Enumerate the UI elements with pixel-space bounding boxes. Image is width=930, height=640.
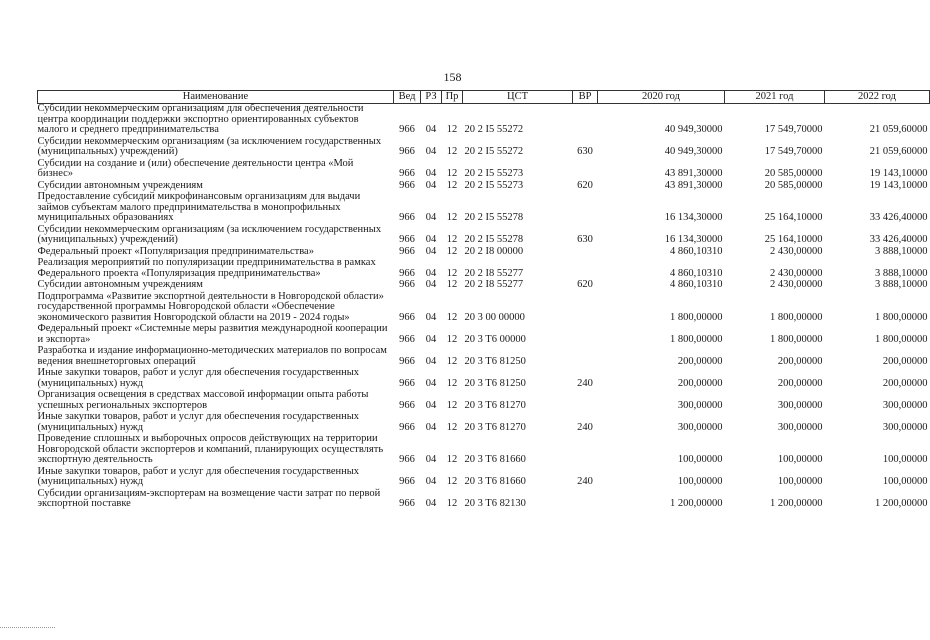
cell-cst: 20 2 I8 55277 <box>464 267 524 279</box>
table-row <box>38 346 930 368</box>
cell-y2022: 1 800,00000 <box>875 311 928 323</box>
cell-pr: 12 <box>446 146 458 157</box>
cell-rz: 04 <box>425 234 437 245</box>
cell-vr: 240 <box>577 377 593 389</box>
cell-name: Разработка и издание информационно-методических материалов по вопросам ведения внешнеторговых операций <box>37 345 387 367</box>
cell-rz: 04 <box>425 476 437 487</box>
cell-rz: 04 <box>425 454 437 465</box>
table-row <box>38 225 930 247</box>
cell-name: Реализация мероприятий по популяризации предпринимательства в рамках Федерального проекта «Популяризация предпринимательства» <box>37 257 376 279</box>
cell-rz: 04 <box>425 498 437 509</box>
table-row <box>38 412 930 434</box>
table-row <box>38 368 930 390</box>
header-cst: ЦСТ <box>463 91 573 104</box>
cell-pr: 12 <box>446 333 458 345</box>
cell-ved: 966 <box>399 279 415 290</box>
cell-y2022: 200,00000 <box>882 377 928 389</box>
cell-y2021: 25 164,10000 <box>764 234 823 245</box>
cell-y2021: 300,00000 <box>777 399 823 411</box>
cell-name: Субсидии некоммерческим организациям (за исключением государственных (муниципальных) учреждений) <box>37 135 382 157</box>
cell-y2022: 200,00000 <box>882 355 928 367</box>
cell-cst: 20 3 00 00000 <box>464 311 525 323</box>
cell-rz: 04 <box>425 333 437 345</box>
cell-y2021: 1 200,00000 <box>770 498 823 509</box>
cell-ved: 966 <box>399 454 415 465</box>
cell-cst: 20 2 I5 55272 <box>464 146 524 157</box>
cell-y2022: 33 426,40000 <box>869 212 928 223</box>
table-row <box>38 159 930 181</box>
cell-y2020: 1 800,00000 <box>670 311 723 323</box>
cell-y2020: 200,00000 <box>677 355 723 367</box>
header-2020: 2020 год <box>598 91 725 104</box>
cell-rz: 04 <box>425 124 437 135</box>
cell-y2020: 1 200,00000 <box>670 498 723 509</box>
cell-ved: 966 <box>399 212 415 223</box>
cell-y2020: 16 134,30000 <box>664 212 723 223</box>
cell-rz: 04 <box>425 168 437 179</box>
cell-rz: 04 <box>425 146 437 157</box>
cell-vr: 620 <box>577 279 593 290</box>
cell-rz: 04 <box>425 267 437 279</box>
cell-y2022: 3 888,10000 <box>875 245 928 257</box>
cell-y2020: 43 891,30000 <box>664 179 723 191</box>
cell-y2021: 20 585,00000 <box>764 179 823 191</box>
cell-ved: 966 <box>399 498 415 509</box>
cell-vr: 620 <box>577 179 593 191</box>
cell-y2020: 4 860,10310 <box>670 267 723 279</box>
cell-vr <box>573 159 598 181</box>
budget-table <box>37 90 930 511</box>
cell-y2021: 300,00000 <box>777 421 823 433</box>
cell-y2021: 2 430,00000 <box>770 245 823 257</box>
cell-y2022: 100,00000 <box>882 476 928 487</box>
cell-pr: 12 <box>446 421 458 433</box>
cell-name: Иные закупки товаров, работ и услуг для обеспечения государственных (муниципальных) нужд <box>37 411 360 433</box>
cell-name: Федеральный проект «Популяризация предпринимательства» <box>37 245 314 257</box>
cell-name: Субсидии на создание и (или) обеспечение деятельности центра «Мой бизнес» <box>37 157 354 179</box>
cell-y2020: 43 891,30000 <box>664 168 723 179</box>
cell-y2020: 16 134,30000 <box>664 234 723 245</box>
table-row <box>38 292 930 325</box>
cell-vr <box>573 324 598 346</box>
cell-y2020: 4 860,10310 <box>670 245 723 257</box>
table-row <box>38 467 930 489</box>
cell-y2020: 100,00000 <box>677 454 723 465</box>
cell-vr: 240 <box>577 476 593 487</box>
cell-cst: 20 3 T6 81660 <box>464 454 526 465</box>
cell-ved: 966 <box>399 399 415 411</box>
cell-ved: 966 <box>399 245 415 257</box>
cell-ved: 966 <box>399 124 415 135</box>
cell-y2022: 3 888,10000 <box>875 279 928 290</box>
cell-vr <box>573 434 598 467</box>
cell-name: Федеральный проект «Системные меры развития международной кооперации и экспорта» <box>37 323 388 345</box>
cell-y2022: 19 143,10000 <box>869 168 928 179</box>
cell-cst: 20 2 I5 55273 <box>464 168 524 179</box>
cell-cst: 20 2 I8 55277 <box>464 279 524 290</box>
cell-pr: 12 <box>446 279 458 290</box>
cell-rz: 04 <box>425 179 437 191</box>
cell-pr: 12 <box>446 498 458 509</box>
cell-cst: 20 2 I5 55273 <box>464 179 524 191</box>
header-rz: РЗ <box>421 91 442 104</box>
cell-name: Проведение сплошных и выборочных опросов действующих на территории Новгородской области экспортеров и компаний, планирующих осуществлять экспортную деятельность <box>37 433 384 465</box>
cell-pr: 12 <box>446 168 458 179</box>
table-row <box>38 137 930 159</box>
cell-rz: 04 <box>425 421 437 433</box>
cell-ved: 966 <box>399 311 415 323</box>
cell-ved: 966 <box>399 377 415 389</box>
table-row <box>38 434 930 467</box>
cell-ved: 966 <box>399 355 415 367</box>
cell-pr: 12 <box>446 124 458 135</box>
cell-vr <box>573 247 598 259</box>
cell-ved: 966 <box>399 146 415 157</box>
cell-pr: 12 <box>446 212 458 223</box>
cell-rz: 04 <box>425 311 437 323</box>
cell-rz: 04 <box>425 212 437 223</box>
cell-y2022: 21 059,60000 <box>869 146 928 157</box>
cell-pr: 12 <box>446 311 458 323</box>
cell-pr: 12 <box>446 245 458 257</box>
header-vr: ВР <box>573 91 598 104</box>
cell-rz: 04 <box>425 377 437 389</box>
cell-vr <box>573 104 598 137</box>
cell-name: Субсидии организациям-экспортерам на возмещение части затрат по первой экспортной поставке <box>37 487 381 509</box>
cell-ved: 966 <box>399 267 415 279</box>
cell-cst: 20 2 I5 55272 <box>464 124 524 135</box>
cell-pr: 12 <box>446 454 458 465</box>
cell-y2020: 40 949,30000 <box>664 146 723 157</box>
cell-name: Субсидии некоммерческим организациям для обеспечения деятельности центра координации поддержки экспортно ориентированных субъектов малого и среднего предпринимательства <box>37 103 364 135</box>
cell-y2021: 2 430,00000 <box>770 279 823 290</box>
cell-pr: 12 <box>446 377 458 389</box>
page-number: 158 <box>443 70 462 84</box>
cell-rz: 04 <box>425 245 437 257</box>
table-row <box>38 258 930 280</box>
cell-y2020: 100,00000 <box>677 476 723 487</box>
cell-cst: 20 3 T6 82130 <box>464 498 526 509</box>
cell-name: Субсидии автономным учреждениям <box>37 179 203 191</box>
cell-y2022: 100,00000 <box>882 454 928 465</box>
cell-vr: 630 <box>577 146 593 157</box>
cell-y2022: 21 059,60000 <box>869 124 928 135</box>
cell-vr <box>573 192 598 225</box>
header-pr: Пр <box>442 91 463 104</box>
cell-name: Иные закупки товаров, работ и услуг для обеспечения государственных (муниципальных) нужд <box>37 367 360 389</box>
table-body <box>38 104 930 511</box>
cell-name: Организация освещения в средствах массовой информации опыта работы успешных региональных экспортеров <box>37 389 369 411</box>
cell-vr <box>573 346 598 368</box>
cell-pr: 12 <box>446 476 458 487</box>
table-row <box>38 324 930 346</box>
cell-pr: 12 <box>446 179 458 191</box>
footer-divider <box>0 627 55 628</box>
cell-y2021: 100,00000 <box>777 476 823 487</box>
cell-pr: 12 <box>446 399 458 411</box>
cell-y2022: 3 888,10000 <box>875 267 928 279</box>
cell-y2020: 300,00000 <box>677 399 723 411</box>
table-row <box>38 390 930 412</box>
cell-cst: 20 3 T6 81270 <box>464 421 526 433</box>
cell-pr: 12 <box>446 355 458 367</box>
cell-y2022: 300,00000 <box>882 399 928 411</box>
cell-rz: 04 <box>425 279 437 290</box>
cell-y2021: 1 800,00000 <box>770 333 823 345</box>
cell-cst: 20 3 T6 81250 <box>464 355 526 367</box>
table-row <box>38 489 930 511</box>
header-2022: 2022 год <box>825 91 930 104</box>
cell-pr: 12 <box>446 267 458 279</box>
cell-y2022: 33 426,40000 <box>869 234 928 245</box>
cell-ved: 966 <box>399 333 415 345</box>
cell-y2021: 25 164,10000 <box>764 212 823 223</box>
cell-y2022: 1 200,00000 <box>875 498 928 509</box>
cell-y2021: 20 585,00000 <box>764 168 823 179</box>
cell-ved: 966 <box>399 421 415 433</box>
cell-y2020: 1 800,00000 <box>670 333 723 345</box>
cell-y2020: 4 860,10310 <box>670 279 723 290</box>
cell-vr <box>573 390 598 412</box>
cell-name: Субсидии автономным учреждениям <box>37 279 203 290</box>
cell-y2020: 300,00000 <box>677 421 723 433</box>
cell-vr <box>573 258 598 280</box>
cell-y2021: 100,00000 <box>777 454 823 465</box>
cell-y2022: 300,00000 <box>882 421 928 433</box>
table-header-row <box>38 91 930 104</box>
cell-cst: 20 3 T6 81270 <box>464 399 526 411</box>
cell-y2021: 200,00000 <box>777 377 823 389</box>
cell-ved: 966 <box>399 179 415 191</box>
cell-y2021: 2 430,00000 <box>770 267 823 279</box>
table-row <box>38 280 930 292</box>
cell-y2020: 200,00000 <box>677 377 723 389</box>
table-row <box>38 104 930 137</box>
header-name: Наименование <box>38 91 394 104</box>
cell-name: Подпрограмма «Развитие экспортной деятельности в Новгородской области» государственной программы Новгородской области «Обеспечение экономического развития Новгородской области на 2019 - 2024 годы» <box>37 290 384 323</box>
cell-ved: 966 <box>399 234 415 245</box>
cell-y2021: 17 549,70000 <box>764 146 823 157</box>
cell-ved: 966 <box>399 168 415 179</box>
cell-vr: 240 <box>577 421 593 433</box>
header-ved: Вед <box>394 91 421 104</box>
cell-pr: 12 <box>446 234 458 245</box>
cell-rz: 04 <box>425 355 437 367</box>
cell-y2021: 200,00000 <box>777 355 823 367</box>
cell-cst: 20 2 I5 55278 <box>464 212 524 223</box>
cell-y2021: 17 549,70000 <box>764 124 823 135</box>
cell-cst: 20 3 T6 00000 <box>464 333 526 345</box>
cell-name: Субсидии некоммерческим организациям (за исключением государственных (муниципальных) учреждений) <box>37 223 382 245</box>
cell-cst: 20 2 I5 55278 <box>464 234 524 245</box>
cell-cst: 20 2 I8 00000 <box>464 245 524 257</box>
cell-vr <box>573 489 598 511</box>
cell-y2022: 19 143,10000 <box>869 179 928 191</box>
cell-ved: 966 <box>399 476 415 487</box>
cell-rz: 04 <box>425 399 437 411</box>
cell-vr <box>573 292 598 325</box>
header-2021: 2021 год <box>725 91 825 104</box>
cell-cst: 20 3 T6 81250 <box>464 377 526 389</box>
cell-cst: 20 3 T6 81660 <box>464 476 526 487</box>
cell-y2020: 40 949,30000 <box>664 124 723 135</box>
table-row <box>38 192 930 225</box>
cell-name: Иные закупки товаров, работ и услуг для обеспечения государственных (муниципальных) нужд <box>37 465 360 487</box>
cell-y2022: 1 800,00000 <box>875 333 928 345</box>
cell-name: Предоставление субсидий микрофинансовым организациям для выдачи займов субъектам малого предпринимательства в монопрофильных муниципальных образованиях <box>37 191 361 223</box>
cell-y2021: 1 800,00000 <box>770 311 823 323</box>
cell-vr: 630 <box>577 234 593 245</box>
